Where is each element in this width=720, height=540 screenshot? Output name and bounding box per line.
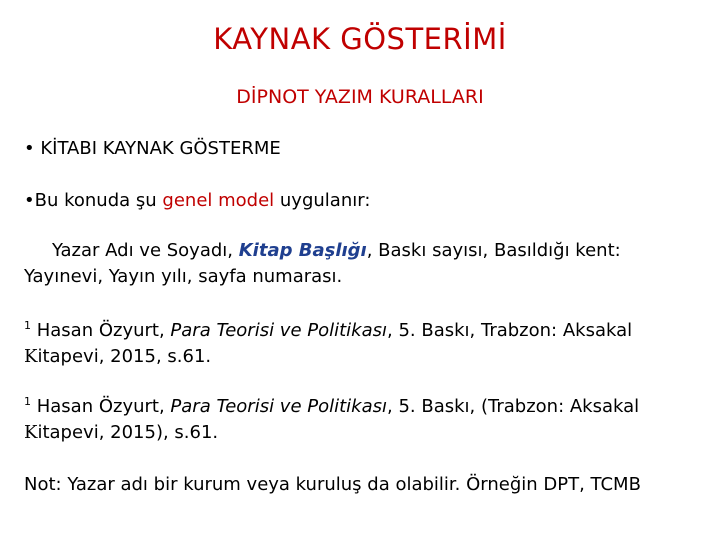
example-1-book: Para Teorisi ve Politikası [170, 320, 388, 341]
footnote-number: 1 [24, 319, 31, 332]
bullet-book-citation: • KİTABI KAYNAK GÖSTERME [24, 138, 281, 159]
example-2-book: Para Teorisi ve Politikası [170, 396, 388, 417]
citation-model-part2: , Baskı sayısı, Basıldığı kent: Yayınevi, Yayın yılı, sayfa numarası. [24, 240, 621, 287]
example-2-k: K [24, 422, 38, 443]
slide-title: KAYNAK GÖSTERİMİ [213, 22, 507, 56]
note-text: Not: Yazar adı bir kurum veya kuruluş da olabilir. Örneğin DPT, TCMB [24, 474, 641, 495]
example-1-k: K [24, 346, 38, 367]
general-model-highlight: genel model [162, 190, 275, 211]
example-2-rest2: itapevi, 2015), s.61. [37, 422, 219, 443]
footnote-example-1 [24, 318, 714, 370]
bullet-general-model-prefix: •Bu konuda şu [24, 190, 163, 211]
footnote-number: 1 [24, 395, 31, 408]
citation-model-part1: Yazar Adı ve Soyadı, [52, 240, 239, 261]
example-1-author: Hasan Özyurt, [31, 320, 171, 341]
example-1-rest1: , 5. Baskı, Trabzon: Aksakal [387, 320, 633, 341]
citation-model [24, 238, 704, 290]
example-2-author: Hasan Özyurt, [31, 396, 171, 417]
bullet-general-model-suffix: uygulanır: [274, 190, 371, 211]
slide-subtitle: DİPNOT YAZIM KURALLARI [236, 86, 484, 108]
bullet-general-model [24, 188, 370, 214]
footnote-example-2 [24, 394, 714, 446]
citation-model-book-title: Kitap Başlığı [238, 240, 367, 261]
example-2-rest1: , 5. Baskı, (Trabzon: Aksakal [387, 396, 640, 417]
example-1-rest2: itapevi, 2015, s.61. [37, 346, 212, 367]
